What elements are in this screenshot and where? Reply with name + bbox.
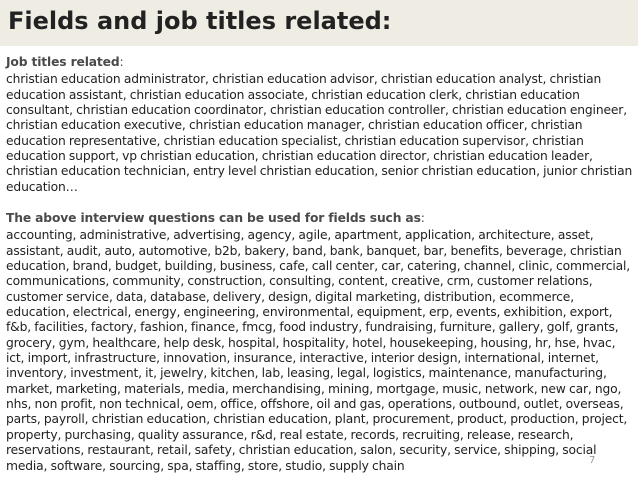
page-number: 7 (589, 455, 596, 466)
fields-heading-colon: : (420, 211, 425, 225)
job-titles-heading (6, 55, 634, 70)
fields-list: accounting, administrative, advertising, agency, agile, apartment, application, architecture, asset, assistant, audit, auto, automotive, b2b, bakery, band, bank, banquet, bar, benefits, beverage, christian education, brand, budget, building, business, cafe, call center, car, catering, channel, clinic, commercial, communications, community, construction, consulting, content, creative, crm, customer relations, customer service, data, database, delivery, design, digital marketing, distribution, ecommerce, education, electrical, energy, engineering, environmental, equipment, erp, events, exhibition, export, f&b, facilities, factory, fashion, finance, fmcg, food industry, fundraising, furniture, gallery, golf, grants, grocery, gym, healthcare, help desk, hospital, hospitality, hotel, housekeeping, housing, hr, hse, hvac, ict, import, infrastructure, innovation, insurance, interactive, interior design, international, internet, inventory, investment, it, jewelry, kitchen, lab, leasing, legal, logistics, maintenance, manufacturing, market, marketing, materials, media, merchandising, mining, mortgage, music, network, new car, ngo, nhs, non profit, non technical, oem, office, offshore, oil and gas, operations, outbound, outlet, overseas, parts, payroll, christian education, christian education, plant, procurement, product, production, project, property, purchasing, quality assurance, r&d, real estate, records, recruiting, release, research, reservations, restaurant, retail, safety, christian education, salon, security, service, shipping, social media, software, sourcing, spa, staffing, store, studio, supply chain (6, 228, 631, 473)
job-titles-heading-text: Job titles related (6, 55, 120, 69)
fields-heading (6, 211, 634, 226)
slide-title: Fields and job titles related: (8, 7, 392, 35)
job-titles-list: christian education administrator, christian education advisor, christian education analyst, christian education assistant, christian education associate, christian education clerk, christian education consultant, christian education coordinator, christian education controller, christian education engineer, christian education executive, christian education manager, christian education officer, christian education representative, christian education specialist, christian education supervisor, christian education support, vp christian education, christian education director, christian education leader, christian education technician, entry level christian education, senior christian education, junior christian education… (6, 72, 633, 194)
title-banner (0, 0, 638, 46)
job-titles-section (6, 55, 634, 195)
fields-section (6, 211, 634, 474)
fields-heading-text: The above interview questions can be used for fields such as (6, 211, 421, 225)
job-titles-heading-colon: : (119, 55, 124, 69)
